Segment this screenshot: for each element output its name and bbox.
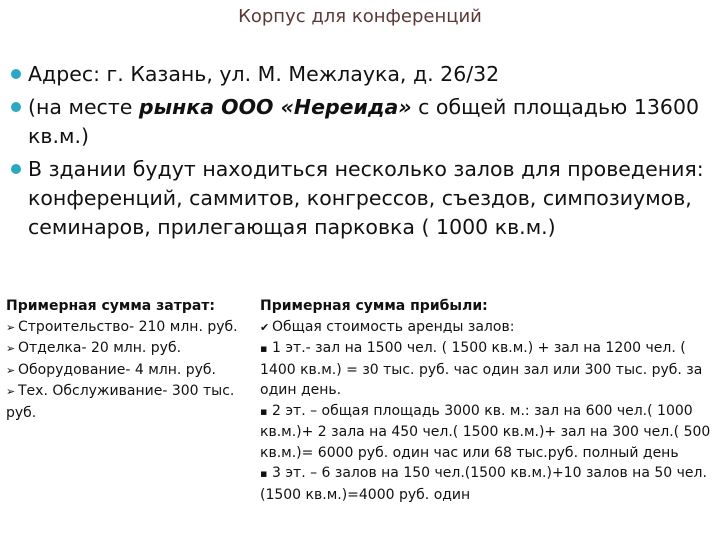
- location-point: [8, 93, 713, 151]
- profit-heading: Примерная сумма прибыли:: [260, 298, 488, 314]
- address-text: Адрес: г. Казань, ул. М. Межлаука, д. 26/32: [28, 62, 500, 86]
- arrow-bullet-icon: ➢: [6, 342, 16, 355]
- square-bullet-icon: ▪: [260, 404, 268, 418]
- market-name: рынка ООО «Нереида»: [138, 95, 412, 119]
- cost-item: ➢ Строительство- 210 млн. руб.: [6, 317, 256, 339]
- bullet-dot-icon: [11, 164, 21, 174]
- cost-item: ➢ Тех. Обслуживание- 300 тыс. руб.: [6, 383, 235, 421]
- arrow-bullet-icon: ➢: [6, 320, 16, 334]
- square-bullet-icon: ▪: [260, 467, 268, 480]
- square-bullet-icon: ▪: [260, 342, 268, 355]
- costs-column: [6, 296, 256, 423]
- profit-item: ▪ 3 эт. – 6 залов на 150 чел.(1500 кв.м.)+10 залов на 50 чел.(1500 кв.м.)=4000 руб. один: [260, 465, 707, 503]
- checkmark-bullet-icon: ✔: [260, 320, 270, 334]
- cost-item: ➢ Оборудование- 4 млн. руб.: [6, 360, 256, 382]
- costs-heading: Примерная сумма затрат:: [6, 298, 216, 314]
- cost-item: ➢ Отделка- 20 млн. руб.: [6, 338, 256, 360]
- bullet-dot-icon: [11, 69, 21, 79]
- slide-title: Корпус для конференций: [238, 6, 482, 27]
- arrow-bullet-icon: ➢: [6, 385, 16, 398]
- main-bullet-list: [8, 60, 713, 246]
- halls-text: В здании будут находиться несколько залов для проведения: конференций, саммитов, конгрессов, съездов, симпозиумов, семинаров, прилегающая парковка ( 1000 кв.м.): [28, 157, 704, 239]
- profit-item: ▪ 1 эт.- зал на 1500 чел. ( 1500 кв.м.) + зал на 1200 чел. ( 1400 кв.м.) = з0 тыс. руб. час один зал или 300 тыс. руб. за один день.: [260, 340, 703, 398]
- address-point: [8, 60, 713, 89]
- halls-point: [8, 155, 713, 242]
- arrow-bullet-icon: ➢: [6, 363, 16, 377]
- profit-column: [260, 296, 716, 505]
- profit-item: ▪ 2 эт. – общая площадь 3000 кв. м.: зал на 600 чел.( 1000 кв.м.)+ 2 зала на 450 чел.( 1500 кв.м.)+ зал на 300 чел.( 500 кв.м.)= 6000 руб. один час или 68 тыс.руб. полный день: [260, 402, 711, 461]
- bullet-dot-icon: [11, 102, 21, 112]
- location-pre: (на месте: [28, 95, 139, 119]
- profit-intro: ✔ Общая стоимость аренды залов:: [260, 317, 716, 339]
- location-post: с общей площадью 13600 кв.м.): [28, 95, 700, 148]
